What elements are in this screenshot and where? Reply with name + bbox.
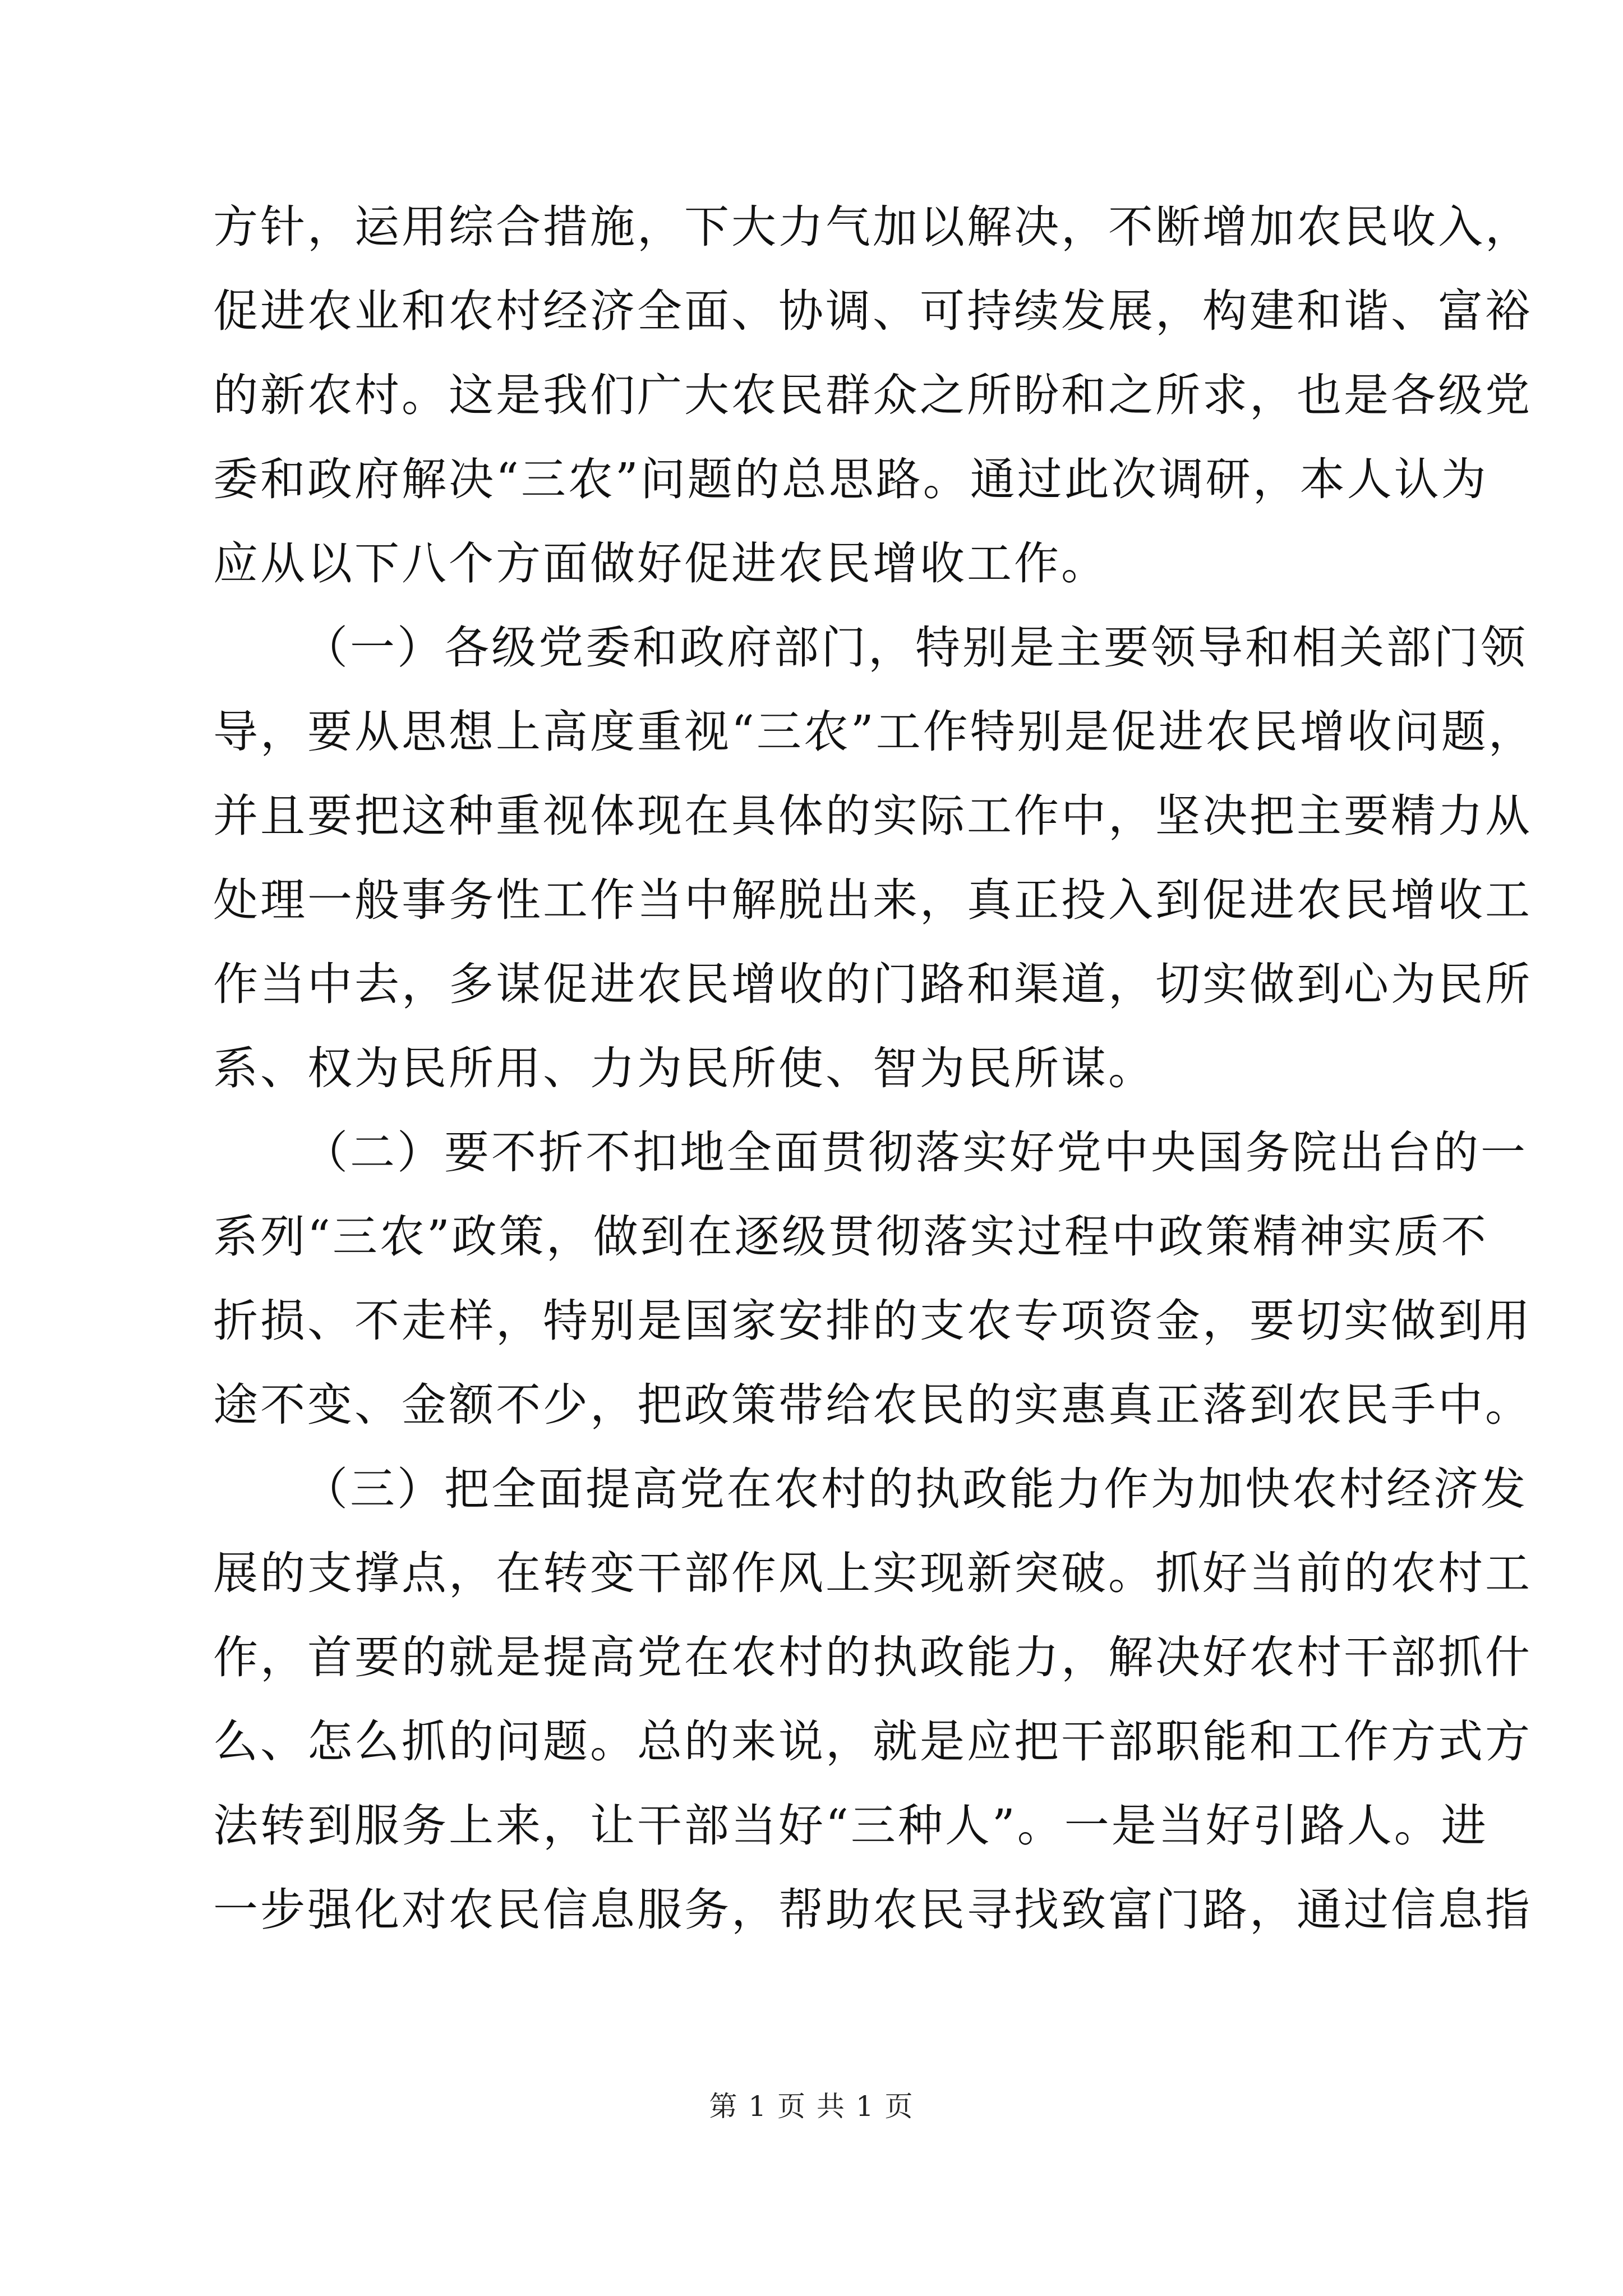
text-line: 促进农业和农村经济全面、协调、可持续发展，构建和谐、富裕	[213, 285, 1532, 337]
text-line: 系列“三农”政策，做到在逐级贯彻落实过程中政策精神实质不	[213, 1211, 1488, 1263]
text-line: 折损、不走样，特别是国家安排的支农专项资金，要切实做到用	[213, 1295, 1532, 1347]
text-line: 系、权为民所用、力为民所使、智为民所谋。	[213, 1042, 1155, 1094]
text-line: 么、怎么抓的问题。总的来说，就是应把干部职能和工作方式方	[213, 1715, 1532, 1768]
text-line: 展的支撑点，在转变干部作风上实现新突破。抓好当前的农村工	[213, 1547, 1532, 1599]
text-line: 应从以下八个方面做好促进农民增收工作。	[213, 537, 1108, 590]
text-line: 处理一般事务性工作当中解脱出来，真正投入到促进农民增收工	[213, 874, 1532, 926]
text-line: 法转到服务上来，让干部当好“三种人”。一是当好引路人。进	[213, 1800, 1488, 1852]
text-line: 方针，运用综合措施，下大力气加以解决，不断增加农民收入，	[213, 201, 1532, 253]
paragraph-start-line: （二）要不折不扣地全面贯彻落实好党中央国务院出台的一	[303, 1126, 1528, 1179]
text-line: 作，首要的就是提高党在农村的执政能力，解决好农村干部抓什	[213, 1631, 1532, 1683]
text-line: 导，要从思想上高度重视“三农”工作特别是促进农民增收问题，	[213, 706, 1536, 758]
text-line: 作当中去，多谋促进农民增收的门路和渠道，切实做到心为民所	[213, 958, 1532, 1010]
paragraph-start-line: （一）各级党委和政府部门，特别是主要领导和相关部门领	[303, 622, 1528, 674]
text-line: 并且要把这种重视体现在具体的实际工作中，坚决把主要精力从	[213, 790, 1532, 842]
text-line: 一步强化对农民信息服务，帮助农民寻找致富门路，通过信息指	[213, 1884, 1532, 1936]
text-line: 委和政府解决“三农”问题的总思路。通过此次调研，本人认为	[213, 453, 1488, 505]
text-line: 的新农村。这是我们广大农民群众之所盼和之所求，也是各级党	[213, 369, 1532, 421]
document-body	[213, 185, 1536, 1952]
text-line: 途不变、金额不少，把政策带给农民的实惠真正落到农民手中。	[213, 1379, 1532, 1431]
paragraph-start-line: （三）把全面提高党在农村的执政能力作为加快农村经济发	[303, 1463, 1528, 1515]
page-number-footer: 第 1 页 共 1 页	[709, 2090, 914, 2123]
